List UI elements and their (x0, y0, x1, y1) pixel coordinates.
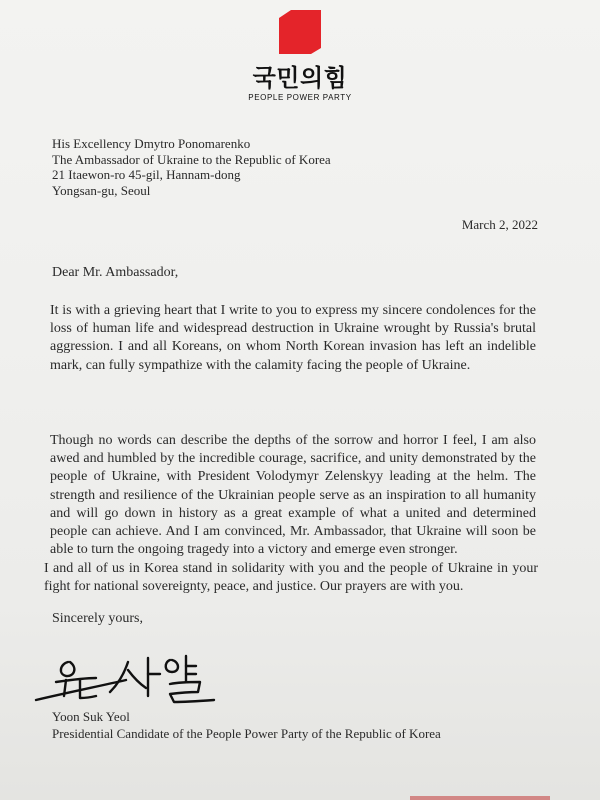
paragraph-courage: Though no words can describe the depths of the sorrow and horror I feel, I am also awed and humbled by the incredible courage, sacrifice, and unity demonstrated by the people of Ukraine, with President Volodymyr Zelenskyy leading at the helm. The strength and resilience of the Ukrainian people serve as an inspiration to all humanity and will go down in history as a great example of what a united and determined people can achieve. And I am convinced, Mr. Ambassador, that Ukraine will soon be able to turn the ongoing tragedy into a victory and emerge even stronger. (50, 433, 536, 558)
recipient-title: The Ambassador of Ukraine to the Republic of Korea (52, 151, 331, 167)
salutation: Dear Mr. Ambassador, (52, 265, 179, 280)
paragraph-condolences: It is with a grieving heart that I write to you to express my sincere condolences for the loss of human life and widespread destruction in Ukraine wrought by Russia's brutal aggression. I and all Koreans, on whom North Korean invasion has left an indelible mark, can fully sympathize with the calamity facing the people of Ukraine. (50, 303, 536, 373)
paragraph-solidarity: I and all of us in Korea stand in solidarity with you and the people of Ukraine in your fight for national sovereignty, peace, and justice. Our prayers are with you. (44, 561, 538, 595)
signer-title: Presidential Candidate of the People Power Party of the Republic of Korea (52, 726, 441, 741)
recipient-name: His Excellency Dmytro Ponomarenko (52, 136, 251, 151)
signer-name: Yoon Suk Yeol (52, 709, 130, 724)
signer-block (52, 708, 441, 742)
letter-date: March 2, 2022 (461, 217, 538, 232)
party-name-korean: 국민의힘 (252, 64, 348, 92)
recipient-city: Yongsan-gu, Seoul (52, 182, 151, 198)
closing: Sincerely yours, (52, 611, 143, 626)
party-logo-icon (277, 8, 323, 56)
party-letterhead (0, 8, 600, 102)
party-name-english: PEOPLE POWER PARTY (248, 93, 352, 102)
page-edge-mark (410, 796, 550, 800)
recipient-address (52, 136, 331, 198)
recipient-street: 21 Itaewon-ro 45-gil, Hannam-dong (52, 167, 241, 182)
handwritten-signature (30, 640, 260, 710)
